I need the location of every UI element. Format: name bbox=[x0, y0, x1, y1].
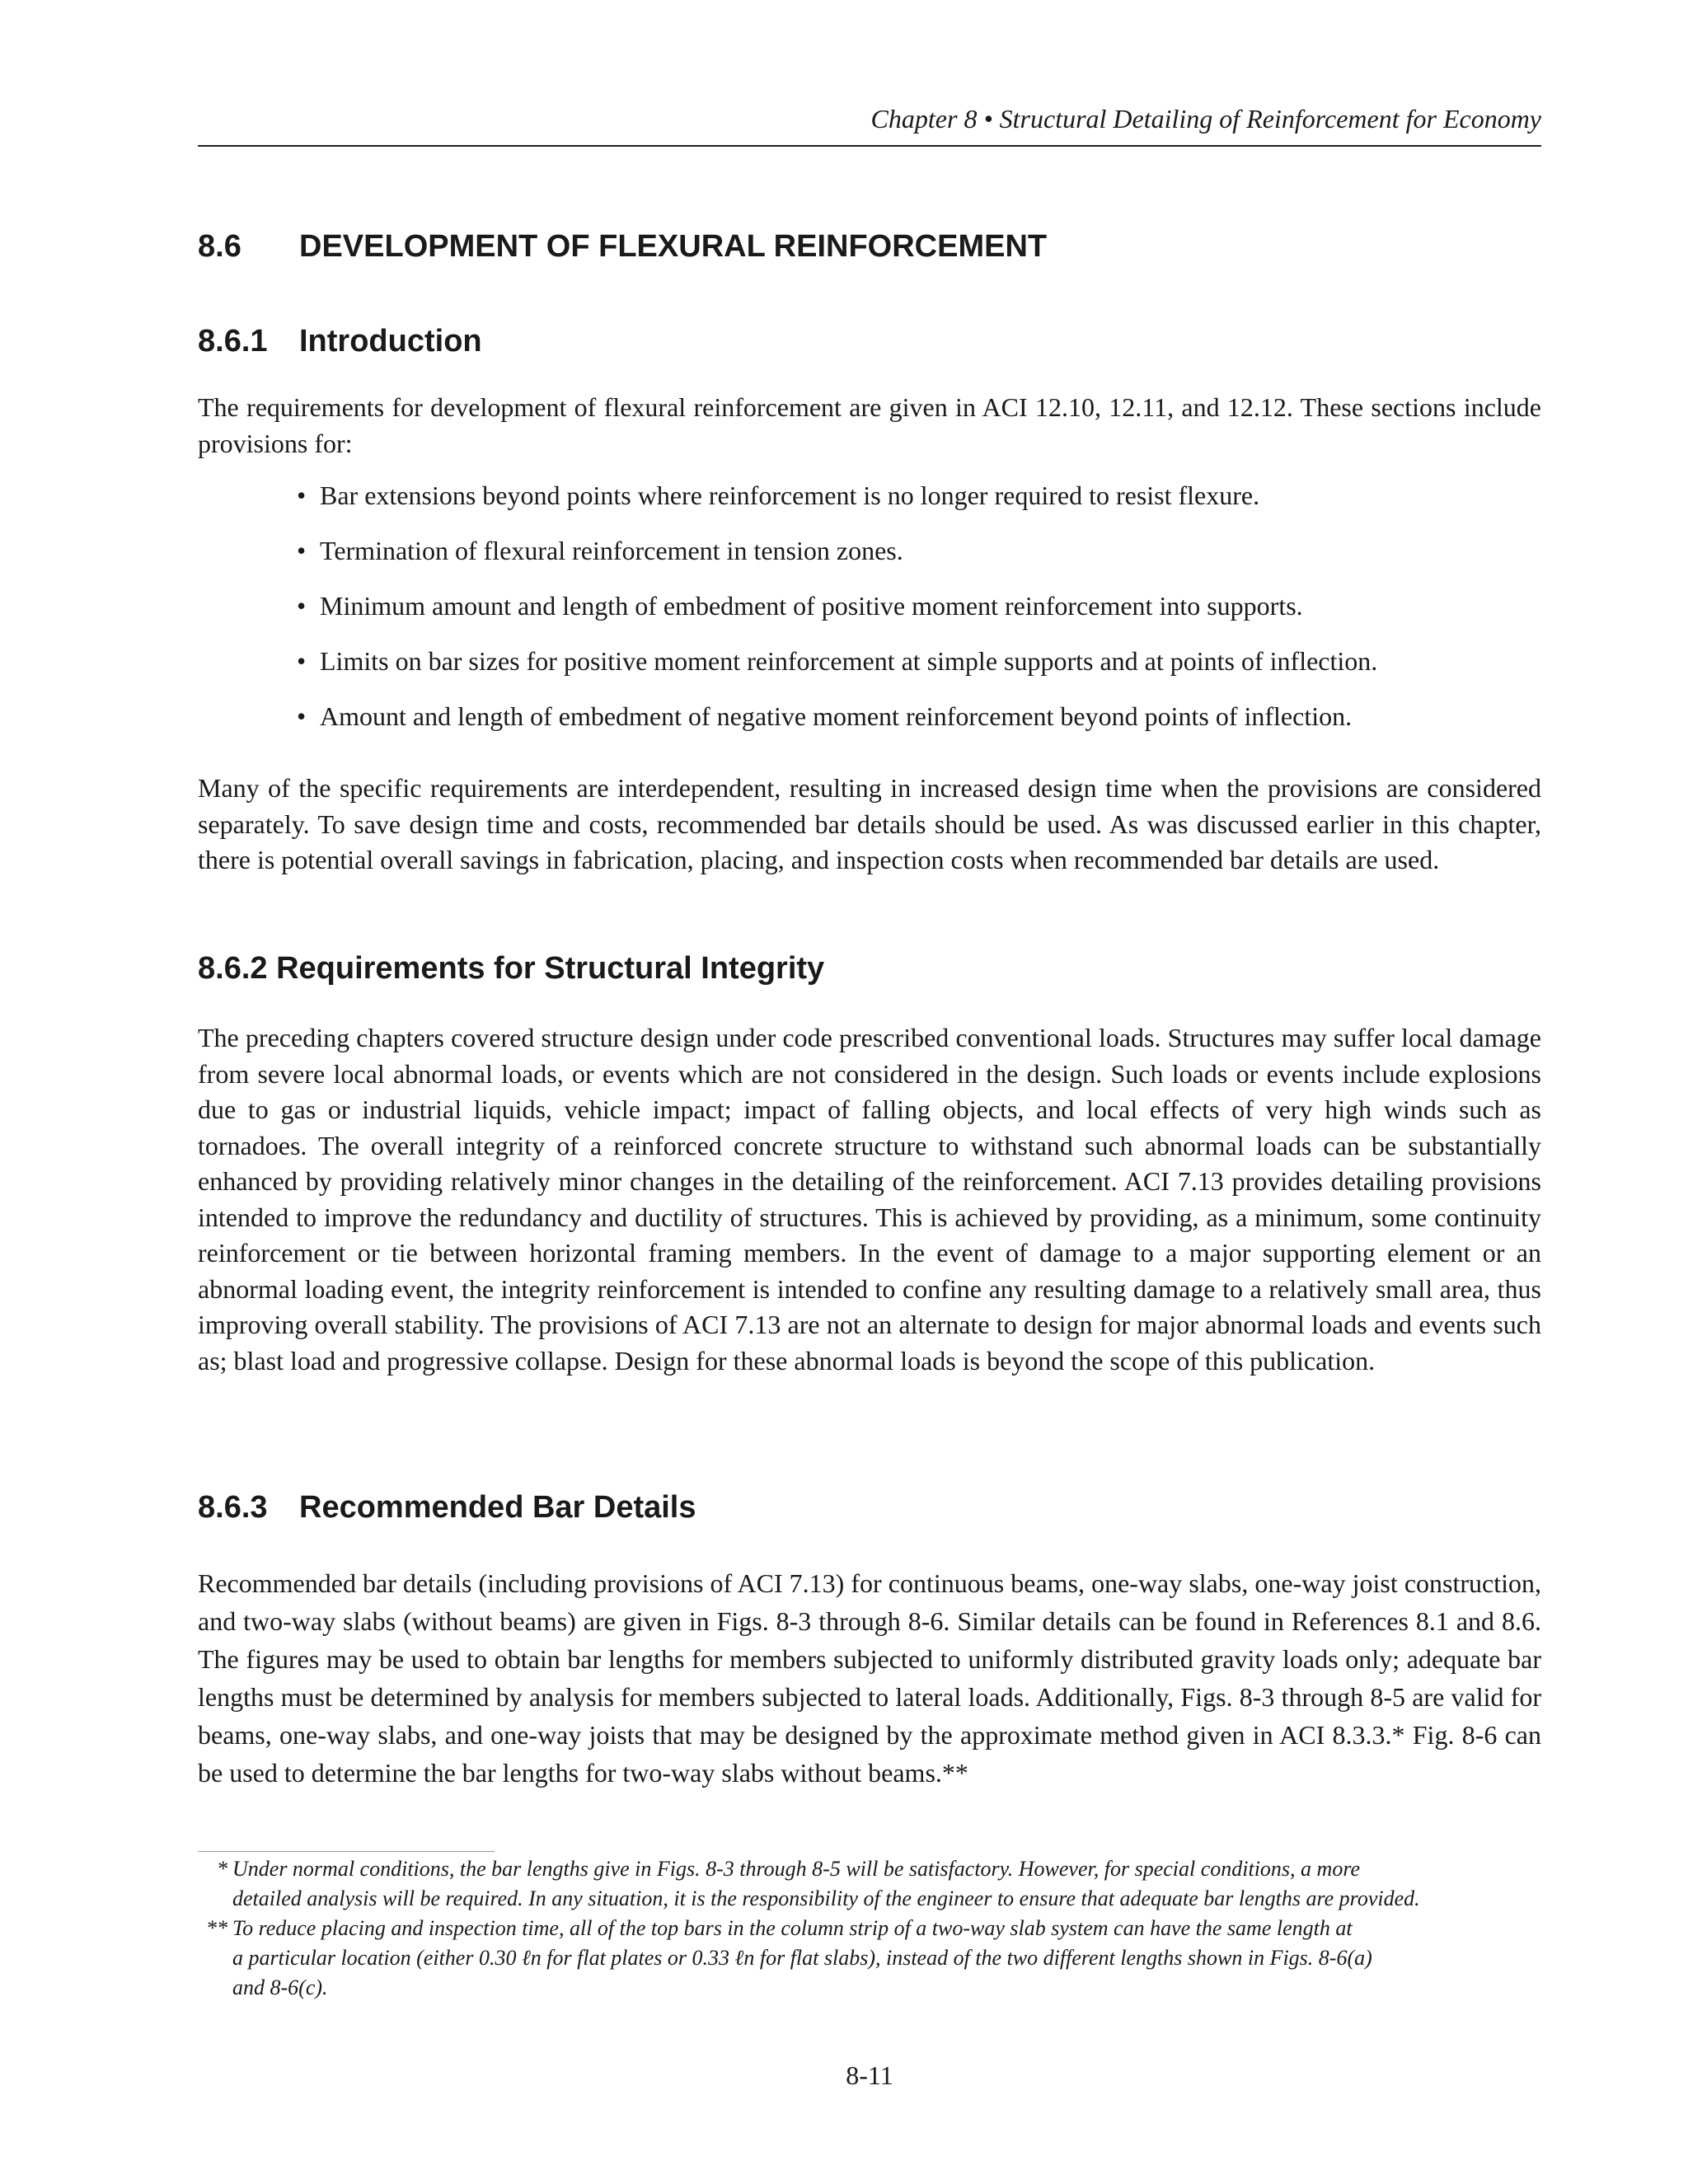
bullet-icon: • bbox=[297, 701, 307, 731]
footnote: ** To reduce placing and inspection time, all of the top bars in the column strip of a two-way slab system can have the same length at a particular location (either 0.30 ℓn for flat plates or 0.33 ℓn for flat slabs), instead of the two different lengths shown in Figs. 8-6(a) and 8-6(c). bbox=[198, 1914, 1541, 2003]
footnote-mark: * bbox=[217, 1857, 227, 1881]
structural-integrity-paragraph: The preceding chapters covered structure design under code prescribed conventional loads. Structures may suffer local damage from severe local abnormal loads, or events which are not considered in the design. Such loads or events include explosions due to gas or industrial liquids, vehicle impact; impact of falling objects, and local effects of very high winds such as tornadoes. The overall integrity of a reinforced concrete structure to withstand such abnormal loads can be substantially enhanced by providing relatively minor changes in the detailing of the reinforcement. ACI 7.13 provides detailing provisions intended to improve the redundancy and ductility of structures. This is achieved by providing, as a minimum, some continuity reinforcement or tie between horizontal framing members. In the event of damage to a major supporting element or an abnormal loading event, the integrity reinforcement is intended to confine any resulting damage to a relatively small area, thus improving overall stability. The provisions of ACI 7.13 are not an alternate to design for major abnormal loads and events such as; blast load and progressive collapse. Design for these abnormal loads is beyond the scope of this publication. bbox=[198, 1023, 1541, 1376]
closing-paragraph: Many of the specific requirements are interdependent, resulting in increased design time when the provisions are considered separately. To save design time and costs, recommended bar details should be used. As was discussed earlier in this chapter, there is potential overall savings in fabrication, placing, and inspection costs when recommended bar details are used. bbox=[198, 773, 1541, 874]
footnotes bbox=[198, 1854, 1541, 2003]
bullet-icon: • bbox=[297, 591, 307, 621]
list-item: • Minimum amount and length of embedment of positive moment reinforcement into supports. bbox=[297, 588, 1550, 644]
section-title: DEVELOPMENT OF FLEXURAL REINFORCEMENT bbox=[299, 229, 1048, 264]
list-item: • Limits on bar sizes for positive moment reinforcement at simple supports and at points of inflection. bbox=[297, 644, 1550, 699]
footnote-rule bbox=[198, 1851, 495, 1852]
list-item: • Bar extensions beyond points where reinforcement is no longer required to resist flexure. bbox=[297, 478, 1550, 533]
footnote: * Under normal conditions, the bar lengths give in Figs. 8-3 through 8-5 will be satisfactory. However, for special conditions, a more detailed analysis will be required. In any situation, it is the responsibility of the engineer to ensure that adequate bar lengths are provided. bbox=[198, 1854, 1541, 1914]
section-title: Introduction bbox=[299, 324, 482, 359]
section-title: Recommended Bar Details bbox=[299, 1490, 696, 1525]
list-item: • Amount and length of embedment of negative moment reinforcement beyond points of inflection. bbox=[297, 699, 1550, 754]
list-item: • Termination of flexural reinforcement in tension zones. bbox=[297, 533, 1550, 588]
section-heading-8-6-2: 8.6.2 Requirements for Structural Integrity bbox=[198, 951, 825, 986]
section-heading-8-6-3 bbox=[198, 1490, 696, 1526]
section-number: 8.6.3 bbox=[198, 1490, 268, 1525]
footnote-mark: ** bbox=[206, 1916, 227, 1940]
bullet-icon: • bbox=[297, 536, 307, 565]
bullet-icon: • bbox=[297, 480, 307, 510]
section-number: 8.6.1 bbox=[198, 324, 268, 359]
header-rule bbox=[198, 145, 1541, 147]
section-heading-8-6 bbox=[198, 229, 1047, 265]
bullet-icon: • bbox=[297, 646, 307, 676]
section-heading-8-6-1 bbox=[198, 324, 482, 359]
section-number: 8.6 bbox=[198, 229, 241, 264]
page-number: 8-11 bbox=[846, 2060, 893, 2090]
bar-details-paragraph: Recommended bar details (including provisions of ACI 7.13) for continuous beams, one-way slabs, one-way joist construction, and two-way slabs (without beams) are given in Figs. 8-3 through 8-6. Similar details can be found in References 8.1 and 8.6. The figures may be used to obtain bar lengths for members subjected to uniformly distributed gravity loads only; adequate bar lengths must be determined by analysis for members subjected to lateral loads. Additionally, Figs. 8-3 through 8-5 are valid for beams, one-way slabs, and one-way joists that may be designed by the approximate method given in ACI 8.3.3.* Fig. 8-6 can be used to determine the bar lengths for two-way slabs without beams.** bbox=[198, 1568, 1541, 1788]
running-header: Chapter 8 • Structural Detailing of Reinforcement for Economy bbox=[870, 104, 1541, 134]
intro-paragraph: The requirements for development of flexural reinforcement are given in ACI 12.10, 12.11, and 12.12. These sections include provisions for: bbox=[198, 392, 1541, 458]
provisions-list bbox=[297, 478, 1550, 754]
